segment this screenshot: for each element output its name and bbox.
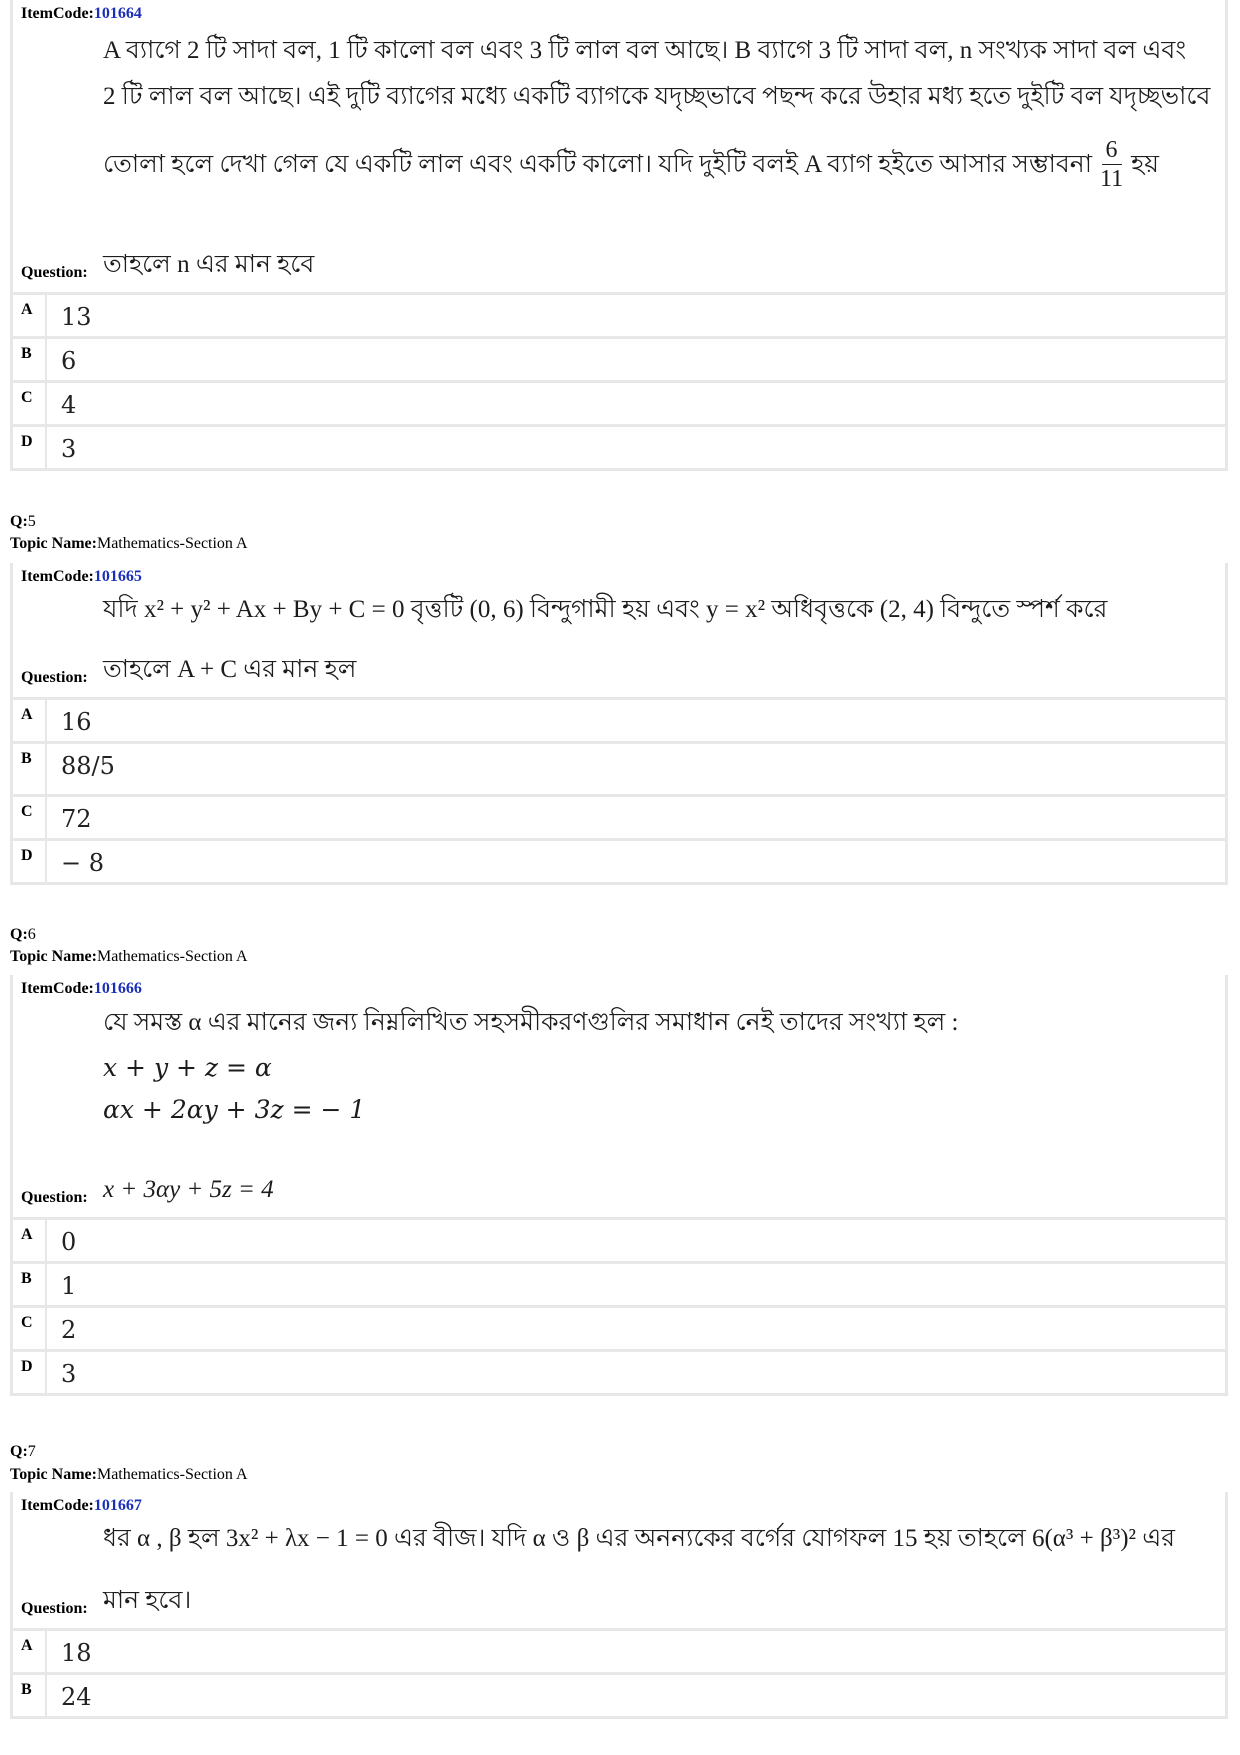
topic-name-label: Topic Name:	[10, 948, 97, 965]
option-row[interactable]	[13, 700, 1225, 741]
stem-line: 2 টি লাল বল আছে। এই দুটি ব্যাগের মধ্যে একটি ব্যাগকে যদৃচ্ছভাবে পছন্দ করে উহার মধ্য হতে দুইটি বল যদৃচ্ছভাবে	[103, 83, 1211, 110]
question-number	[10, 925, 36, 944]
item-panel	[13, 563, 1225, 697]
stem-line: ধর α , β হল 3x² + λx − 1 = 0 এর বীজ। যদি α ও β এর অনন্যকের বর্গের যোগফল 15 হয় তাহলে 6(α³ + β³)² এর	[103, 1525, 1176, 1552]
item-code-row	[21, 1496, 1217, 1516]
question-stem	[103, 587, 1211, 633]
option-letter: A	[13, 295, 47, 336]
question-text: তাহলে n এর মান হবে	[103, 251, 315, 278]
option-value: 2	[61, 1316, 77, 1344]
option-value: 72	[61, 805, 92, 833]
topic-name-value: Mathematics-Section A	[96, 535, 248, 552]
option-value: 16	[61, 708, 92, 736]
option-letter: C	[13, 1308, 47, 1349]
question-number	[10, 1442, 36, 1461]
question-label: Question:	[21, 264, 88, 281]
stem-line: A ব্যাগে 2 টি সাদা বল, 1 টি কালো বল এবং 3 টি লাল বল আছে। B ব্যাগে 3 টি সাদা বল, n সংখ্যক সাদা বল এবং	[103, 37, 1187, 64]
option-row[interactable]	[13, 383, 1225, 424]
question-number-value: 5	[27, 513, 36, 530]
option-value: 18	[61, 1639, 92, 1667]
question-block-7	[10, 1492, 1228, 1719]
option-row[interactable]	[13, 339, 1225, 380]
stem-line-tail: হয়	[1131, 150, 1159, 178]
option-row[interactable]	[13, 1675, 1225, 1716]
option-row[interactable]	[13, 1220, 1225, 1261]
question-number-value: 6	[27, 926, 36, 943]
question-number-label: Q:	[10, 513, 28, 530]
option-value: 3	[61, 1360, 77, 1388]
question-number	[10, 512, 36, 531]
stem-line: যে সমস্ত α এর মানের জন্য নিম্নলিখিত সহসমীকরণগুলির সমাধান নেই তাদের সংখ্যা হল :	[103, 1009, 959, 1036]
item-code-label: ItemCode:	[21, 568, 94, 585]
option-letter: B	[13, 1675, 47, 1716]
topic-name	[10, 947, 248, 966]
option-row[interactable]	[13, 841, 1225, 882]
equation-2: αx + 2αy + 3z = − 1	[103, 1095, 366, 1124]
topic-name-label: Topic Name:	[10, 535, 97, 552]
stem-line: তোলা হলে দেখা গেল যে একটি লাল এবং একটি কালো। যদি দুইটি বলই A ব্যাগ হইতে আসার সম্ভাবনা	[103, 150, 1092, 178]
equation-3: x + 3αy + 5z = 4	[103, 1176, 274, 1203]
option-letter: A	[13, 1631, 47, 1672]
question-stem	[103, 28, 1211, 193]
question-row	[21, 1578, 191, 1624]
option-value: 6	[61, 347, 77, 375]
option-row[interactable]	[13, 1264, 1225, 1305]
item-code-label: ItemCode:	[21, 5, 94, 22]
option-value: 4	[61, 391, 77, 419]
option-letter: A	[13, 1220, 47, 1261]
option-letter: D	[13, 1352, 47, 1393]
stem-line: যদি x² + y² + Ax + By + C = 0 বৃত্তটি (0, 6) বিন্দুগামী হয় এবং y = x² অধিবৃত্তকে (2, 4) বিন্দুতে স্পর্শ করে	[103, 596, 1108, 623]
question-block-4	[10, 0, 1228, 471]
equation-1: x + y + z = α	[103, 1053, 272, 1082]
option-value: 1	[61, 1272, 77, 1300]
item-code-value: 101666	[93, 980, 142, 997]
item-code-row	[21, 567, 1217, 587]
option-letter: B	[13, 744, 47, 794]
option-letter: C	[13, 383, 47, 424]
option-value: 24	[61, 1683, 92, 1711]
question-number-label: Q:	[10, 926, 28, 943]
topic-name-label: Topic Name:	[10, 1466, 97, 1483]
fraction-numerator: 6	[1102, 136, 1122, 165]
stem-line-fraction	[103, 136, 1211, 193]
item-panel	[13, 975, 1225, 1217]
question-row	[21, 242, 314, 288]
question-label: Question:	[21, 1600, 88, 1617]
question-number-label: Q:	[10, 1443, 28, 1460]
option-letter: D	[13, 427, 47, 468]
probability-fraction	[1100, 136, 1123, 193]
fraction-denominator: 11	[1099, 166, 1124, 192]
option-row[interactable]	[13, 744, 1225, 794]
option-letter: D	[13, 841, 47, 882]
item-code-value: 101667	[93, 1497, 142, 1514]
question-stem	[103, 1516, 1211, 1562]
option-row[interactable]	[13, 1631, 1225, 1672]
question-row	[21, 647, 356, 693]
item-code-value: 101665	[93, 568, 142, 585]
item-code-label: ItemCode:	[21, 1497, 94, 1514]
option-value: 13	[61, 303, 92, 331]
question-text: মান হবে।	[103, 1587, 192, 1614]
question-block-6	[10, 975, 1228, 1396]
item-code-row	[21, 4, 1217, 24]
question-label: Question:	[21, 1189, 88, 1206]
option-letter: B	[13, 339, 47, 380]
item-code-label: ItemCode:	[21, 980, 94, 997]
option-letter: A	[13, 700, 47, 741]
option-letter: B	[13, 1264, 47, 1305]
question-block-5	[10, 563, 1228, 885]
option-value: 3	[61, 435, 77, 463]
option-letter: C	[13, 797, 47, 838]
question-text: তাহলে A + C এর মান হল	[103, 656, 357, 683]
option-value: 88/5	[61, 752, 115, 780]
item-panel	[13, 0, 1225, 292]
question-stem	[103, 999, 1211, 1047]
option-value: − 8	[61, 849, 105, 877]
option-value: 0	[61, 1228, 77, 1256]
item-code-value: 101664	[93, 5, 142, 22]
option-row[interactable]	[13, 797, 1225, 838]
option-row[interactable]	[13, 1308, 1225, 1349]
item-panel	[13, 1492, 1225, 1628]
topic-name-value: Mathematics-Section A	[96, 948, 248, 965]
topic-name	[10, 1465, 248, 1484]
option-row[interactable]	[13, 1352, 1225, 1393]
question-number-value: 7	[27, 1443, 36, 1460]
option-row[interactable]	[13, 427, 1225, 468]
topic-name-value: Mathematics-Section A	[96, 1466, 248, 1483]
option-row[interactable]	[13, 295, 1225, 336]
question-row	[21, 1167, 274, 1213]
item-code-row	[21, 979, 1217, 999]
question-label: Question:	[21, 669, 88, 686]
topic-name	[10, 534, 248, 553]
